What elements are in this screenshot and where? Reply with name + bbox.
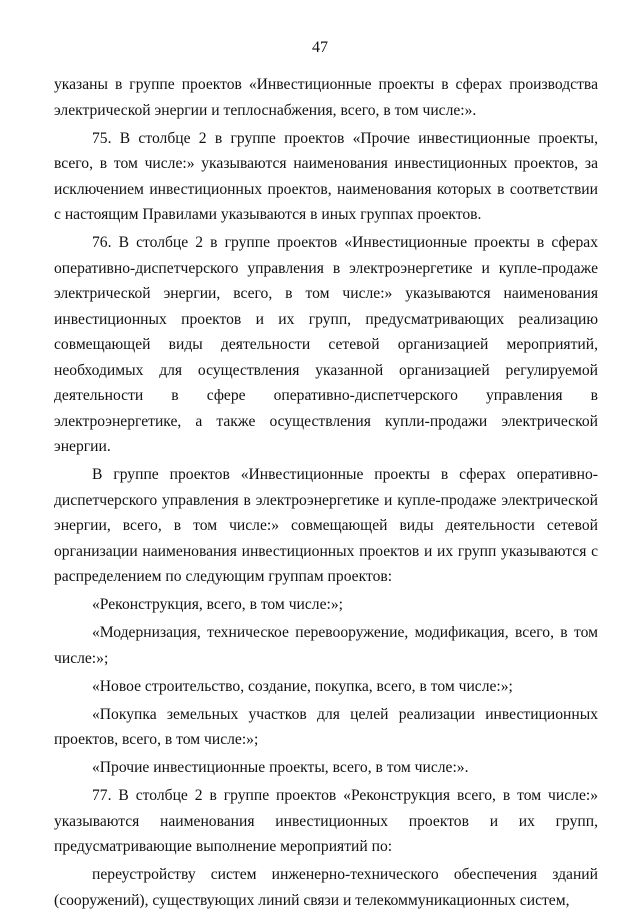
list-item-other-projects: «Прочие инвестиционные проекты, всего, в том числе:». xyxy=(92,759,469,776)
paragraph-76-groups: В группе проектов «Инвестиционные проекты в сферах оперативно-диспетчерского управления в электроэнергетике и купле-продаже электрической энергии, всего, в том числе:» совмещающей виды деятельности сетевой организации наименования инвестиционных проектов и их групп указываются с распределением по следующим группам проектов: xyxy=(54,466,598,585)
paragraph-77-item: переустройству систем инженерно-технического обеспечения зданий (сооружений), существующих линий связи и телекоммуникационных систем, xyxy=(54,866,598,909)
paragraph-continuation: указаны в группе проектов «Инвестиционные проекты в сферах производства электрической энергии и теплоснабжения, всего, в том числе:». xyxy=(54,76,598,119)
paragraph-75: 75. В столбце 2 в группе проектов «Прочие инвестиционные проекты, всего, в том числе:» указываются наименования инвестиционных проектов, за исключением инвестиционных проектов, наименования которых в соответствии с настоящим Правилами указываются в иных группах проектов. xyxy=(54,129,598,223)
list-item-reconstruction: «Реконструкция, всего, в том числе:»; xyxy=(92,596,343,613)
list-item-land-purchase: «Покупка земельных участков для целей реализации инвестиционных проектов, всего, в том числе:»; xyxy=(54,705,598,748)
paragraph-77: 77. В столбце 2 в группе проектов «Реконструкция всего, в том числе:» указываются наименования инвестиционных проектов и их групп, предусматривающие выполнение мероприятий по: xyxy=(54,787,598,855)
page-number: 47 xyxy=(312,39,328,56)
document-body xyxy=(54,72,598,913)
paragraph-76: 76. В столбце 2 в группе проектов «Инвестиционные проекты в сферах оперативно-диспетчерского управления в электроэнергетике и купле-продаже электрической энергии, всего, в том числе:» указываются наименования инвестиционных проектов и их групп, предусматривающих реализацию совмещающей виды деятельности сетевой организацией мероприятий, необходимых для осуществления указанной организацией регулируемой деятельности в сфере оперативно-диспетчерского управления в электроэнергетике, а также осуществления купли-продажи электрической энергии. xyxy=(54,234,598,455)
list-item-new-construction: «Новое строительство, создание, покупка, всего, в том числе:»; xyxy=(92,677,513,695)
list-item-modernization: «Модернизация, техническое перевооружение, модификация, всего, в том числе:»; xyxy=(54,624,598,667)
